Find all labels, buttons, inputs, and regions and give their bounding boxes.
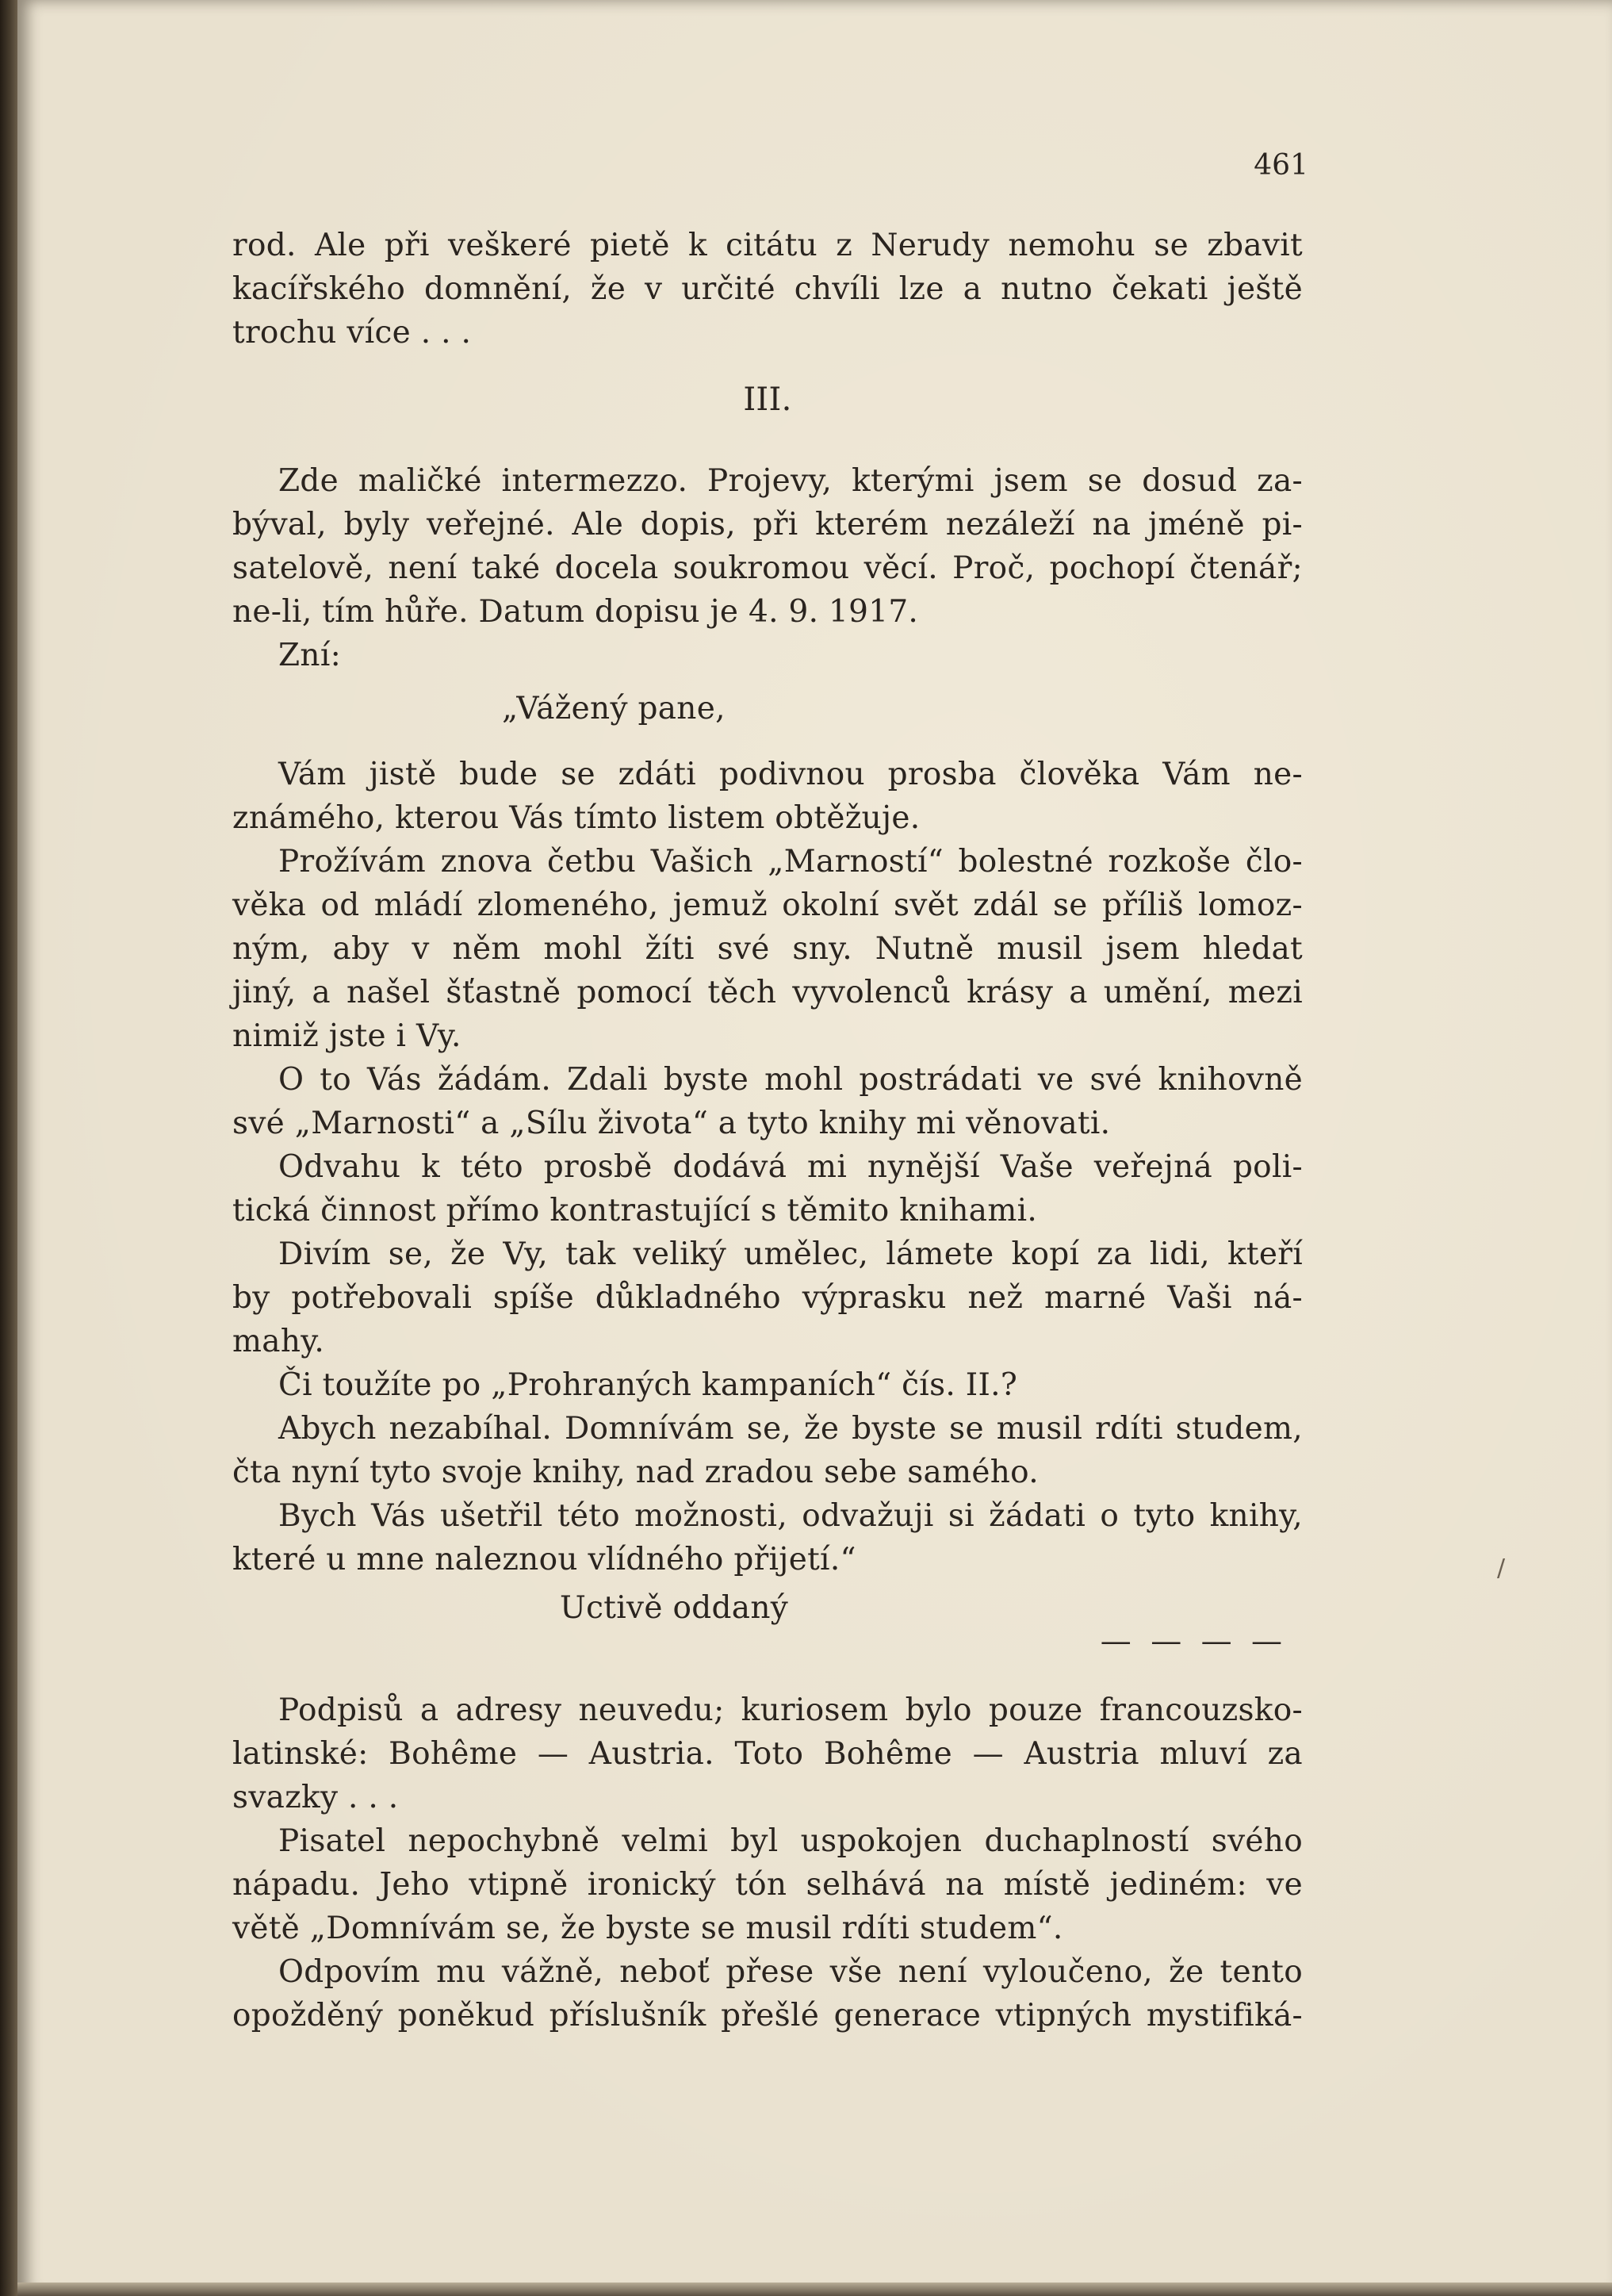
text-line: Prožívám znova četbu Vašich „Marností“ bolestné rozkoše člo- <box>278 844 1303 880</box>
text-line: ným, aby v něm mohl žíti své sny. Nutně musil jsem hledat <box>232 931 1303 967</box>
letter-paragraph <box>232 1407 1303 1494</box>
letter-paragraph <box>232 1363 1303 1407</box>
page-number: 461 <box>1254 149 1308 182</box>
text-line: Abych nezabíhal. Domnívám se, že byste se musil rdíti studem, <box>278 1411 1303 1447</box>
text-line: tická činnost přímo kontrastující s těmito knihami. <box>232 1193 1038 1228</box>
text-line: Vám jistě bude se zdáti podivnou prosba člověka Vám ne- <box>278 757 1303 792</box>
text-line: nápadu. Jeho vtipně ironický tón selhává na místě jediném: ve <box>232 1867 1303 1903</box>
text-line: by potřebovali spíše důkladného výprasku než marné Vaši ná- <box>232 1280 1303 1316</box>
letter-paragraph <box>232 1232 1303 1363</box>
text-line: Odvahu k této prosbě dodává mi nynější Vaše veřejná poli- <box>278 1149 1303 1185</box>
text-line: Odpovím mu vážně, neboť přese vše není vyloučeno, že tento <box>278 1954 1303 1990</box>
text-line: býval, byly veřejné. Ale dopis, při kterém nezáleží na jméně pi- <box>232 507 1303 542</box>
text-line: trochu více . . . <box>232 315 472 351</box>
letter-body <box>232 753 1303 1581</box>
text-line: své „Marnosti“ a „Sílu života“ a tyto knihy mi věnovati. <box>232 1106 1111 1141</box>
text-line: latinské: Bohême — Austria. Toto Bohême — Austria mluví za <box>232 1736 1303 1772</box>
after-paragraph <box>232 1950 1303 2037</box>
text-line: rod. Ale při veškeré pietě k citátu z Nerudy nemohu se zbavit <box>232 228 1303 263</box>
letter-intro: Zní: <box>278 638 342 673</box>
letter-salutation: „Vážený pane, <box>502 691 726 726</box>
letter-paragraph <box>232 840 1303 1058</box>
text-line: větě „Domnívám se, že byste se musil rdíti studem“. <box>232 1911 1063 1946</box>
letter-paragraph <box>232 1494 1303 1581</box>
text-line: čta nyní tyto svoje knihy, nad zradou sebe samého. <box>232 1455 1039 1490</box>
letter-paragraph <box>232 1058 1303 1145</box>
text-line: satelově, není také docela soukromou věcí. Proč, pochopí čtenář; <box>232 550 1303 586</box>
text-line: známého, kterou Vás tímto listem obtěžuje. <box>232 800 921 836</box>
after-paragraph <box>232 1688 1303 1819</box>
text-line: Či toužíte po „Prohraných kampaních“ čís. II.? <box>278 1367 1018 1403</box>
text-line: Pisatel nepochybně velmi byl uspokojen duchaplností svého <box>278 1823 1303 1859</box>
text-line: mahy. <box>232 1324 325 1359</box>
letter-closing: Uctivě oddaný <box>560 1590 789 1626</box>
text-line: Podpisů a adresy neuvedu; kuriosem bylo pouze francouzsko- <box>278 1692 1303 1728</box>
intro-paragraph <box>232 459 1303 634</box>
letter-paragraph <box>232 753 1303 840</box>
text-line: jiný, a našel šťastně pomocí těch vyvolenců krásy a umění, mezi <box>232 975 1303 1010</box>
text-line: kacířského domnění, že v určité chvíli lze a nutno čekati ještě <box>232 271 1303 307</box>
section-heading: III. <box>743 381 792 418</box>
opening-paragraph <box>232 224 1303 355</box>
text-line: nimiž jste i Vy. <box>232 1018 461 1054</box>
page-text <box>232 224 1303 2037</box>
text-line: Zde maličké intermezzo. Projevy, kterými jsem se dosud za- <box>278 463 1303 499</box>
text-line: ne-li, tím hůře. Datum dopisu je 4. 9. 1917. <box>232 594 919 630</box>
book-spine <box>0 0 17 2296</box>
after-paragraph <box>232 1819 1303 1950</box>
letter-paragraph <box>232 1145 1303 1232</box>
text-line: které u mne naleznou vlídného přijetí.“ <box>232 1542 856 1577</box>
text-line: Bych Vás ušetřil této možnosti, odvažuji si žádati o tyto knihy, <box>278 1498 1303 1534</box>
text-line: O to Vás žádám. Zdali byste mohl postrádati ve své knihovně <box>278 1062 1303 1098</box>
stray-pencil-mark: / <box>1497 1554 1506 1582</box>
text-line: věka od mládí zlomeného, jemuž okolní svět zdál se příliš lomoz- <box>232 887 1303 923</box>
letter-signature: — — — — <box>1100 1623 1287 1659</box>
text-line: svazky . . . <box>232 1780 399 1815</box>
text-line: opožděný poněkud příslušník přešlé generace vtipných mystifiká- <box>232 1998 1303 2033</box>
text-line: Divím se, že Vy, tak veliký umělec, lámete kopí za lidi, kteří <box>278 1236 1303 1272</box>
page-bottom-edge <box>17 2283 1612 2296</box>
